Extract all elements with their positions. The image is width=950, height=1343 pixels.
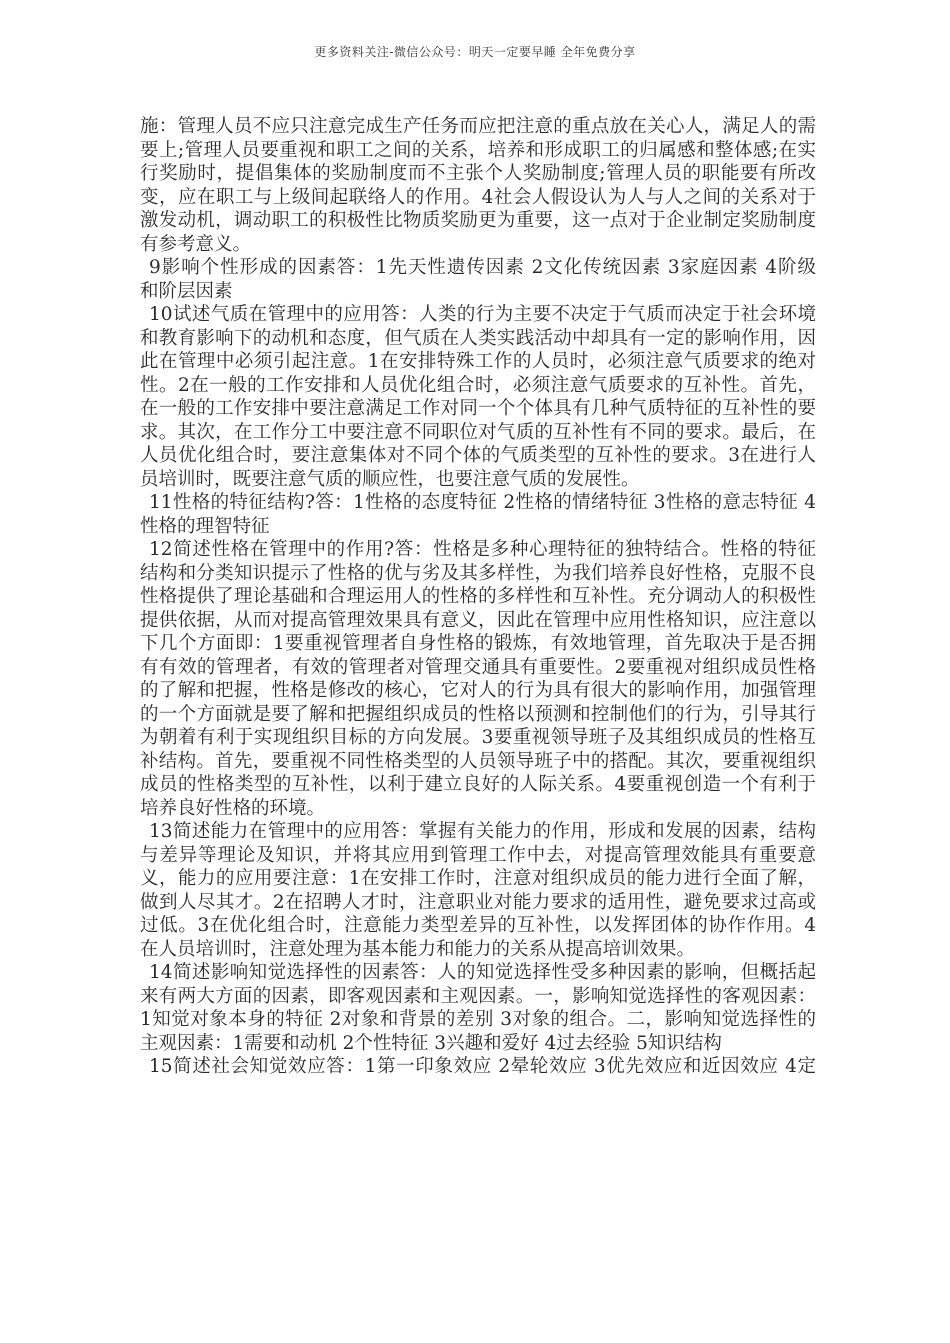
text-line: 性格提供了理论基础和合理运用人的性格的多样性和互补性。充分调动人的积极性 — [140, 586, 816, 607]
text-line: 培养良好性格的环境。 — [140, 797, 326, 819]
text-line: 9影响个性形成的因素答：1先天性遗传因素 2文化传统因素 3家庭因素 4阶级 — [149, 257, 816, 278]
paragraph — [140, 820, 816, 961]
text-line: 提供依据，从而对提高管理效果具有意义，因此在管理中应用性格知识，应注意以 — [140, 609, 816, 631]
text-line: 人员优化组合时，要注意集体对不同个体的气质类型的互补性的要求。3在进行人 — [140, 445, 816, 466]
text-line: 结构和分类知识提示了性格的优与劣及其多样性，为我们培养良好性格，克服不良 — [140, 562, 816, 584]
text-line: 和阶层因素 — [140, 280, 233, 302]
text-line: 员培训时，既要注意气质的顺应性，也要注意气质的发展性。 — [140, 468, 640, 490]
page-header-notice: 更多资料关注-微信公众号：明天一定要早睡 全年免费分享 — [314, 45, 636, 59]
text-line: 13简述能力在管理中的应用答：掌握有关能力的作用，形成和发展的因素，结构 — [149, 821, 816, 842]
document-body — [140, 115, 816, 1079]
text-line: 与差异等理论及知识，并将其应用到管理工作中去，对提高管理效能具有重要意 — [140, 844, 816, 866]
text-line: 为朝着有利于实现组织目标的方向发展。3要重视领导班子及其组织成员的性格互 — [140, 727, 816, 748]
text-line: 和教育影响下的动机和态度，但气质在人类实践活动中却具有一定的影响作用，因 — [140, 327, 816, 349]
text-line: 下几个方面即：1要重视管理者自身性格的锻炼，有效地管理，首先取决于是否拥 — [140, 633, 816, 654]
paragraph — [140, 491, 816, 538]
text-line: 在人员培训时，注意处理为基本能力和能力的关系从提高培训效果。 — [140, 938, 696, 960]
text-line: 性格的理智特征 — [140, 515, 270, 537]
text-line: 此在管理中必须引起注意。1在安排特殊工作的人员时，必须注意气质要求的绝对 — [140, 351, 816, 372]
text-line: 有有效的管理者，有效的管理者对管理交通具有重要性。2要重视对组织成员性格 — [140, 656, 816, 678]
text-line: 1知觉对象本身的特征 2对象和背景的差别 3对象的组合。二，影响知觉选择性的 — [140, 1009, 816, 1030]
text-line: 过低。3在优化组合时，注意能力类型差异的互补性，以发挥团体的协作作用。4 — [140, 915, 816, 936]
text-line: 要上;管理人员要重视和职工之间的关系，培养和形成职工的归属感和整体感;在实 — [140, 139, 816, 161]
text-line: 的了解和把握，性格是修改的核心，它对人的行为具有很大的影响作用，加强管理 — [140, 680, 816, 701]
text-line: 施：管理人员不应只注意完成生产任务而应把注意的重点放在关心人，满足人的需 — [140, 116, 816, 137]
text-line: 激发动机，调动职工的积极性比物质奖励更为重要，这一点对于企业制定奖励制度 — [140, 210, 816, 231]
text-line: 14简述影响知觉选择性的因素答：人的知觉选择性受多种因素的影响，但概括起 — [149, 962, 816, 983]
paragraph — [140, 115, 816, 256]
text-line: 义，能力的应用要注意：1在安排工作时，注意对组织成员的能力进行全面了解， — [140, 868, 816, 889]
text-line: 15简述社会知觉效应答：1第一印象效应 2晕轮效应 3优先效应和近因效应 4定 — [149, 1056, 816, 1077]
text-line: 11性格的特征结构?答：1性格的态度特征 2性格的情绪特征 3性格的意志特征 4 — [149, 492, 816, 513]
text-line: 来有两大方面的因素，即客观因素和主观因素。一，影响知觉选择性的客观因素： — [140, 985, 816, 1007]
text-line: 的一个方面就是要了解和把握组织成员的性格以预测和控制他们的行为，引导其行 — [140, 703, 816, 725]
paragraph — [140, 1055, 816, 1079]
paragraph — [140, 303, 816, 491]
text-line: 主观因素：1需要和动机 2个性特征 3兴趣和爱好 4过去经验 5知识结构 — [140, 1032, 722, 1054]
text-line: 求。其次，在工作分工中要注意不同职位对气质的互补性有不同的要求。最后，在 — [140, 421, 816, 443]
text-line: 补结构。首先，要重视不同性格类型的人员领导班子中的搭配。其次，要重视组织 — [140, 750, 816, 772]
text-line: 在一般的工作安排中要注意满足工作对同一个个体具有几种气质特征的互补性的要 — [140, 398, 816, 419]
text-line: 做到人尽其才。2在招聘人才时，注意职业对能力要求的适用性，避免要求过高或 — [140, 891, 816, 913]
text-line: 有参考意义。 — [140, 233, 252, 255]
text-line: 12简述性格在管理中的作用?答：性格是多种心理特征的独特结合。性格的特征 — [149, 539, 816, 560]
text-line: 成员的性格类型的互补性，以利于建立良好的人际关系。4要重视创造一个有利于 — [140, 774, 816, 795]
paragraph — [140, 961, 816, 1055]
text-line: 10试述气质在管理中的应用答：人类的行为主要不决定于气质而决定于社会环境 — [149, 304, 816, 325]
text-line: 性。2在一般的工作安排和人员优化组合时，必须注意气质要求的互补性。首先， — [140, 374, 816, 396]
text-line: 行奖励时，提倡集体的奖励制度而不主张个人奖励制度;管理人员的职能要有所改 — [140, 163, 816, 184]
paragraph — [140, 538, 816, 820]
paragraph — [140, 256, 816, 303]
text-line: 变，应在职工与上级间起联络人的作用。4社会人假设认为人与人之间的关系对于 — [140, 186, 816, 208]
